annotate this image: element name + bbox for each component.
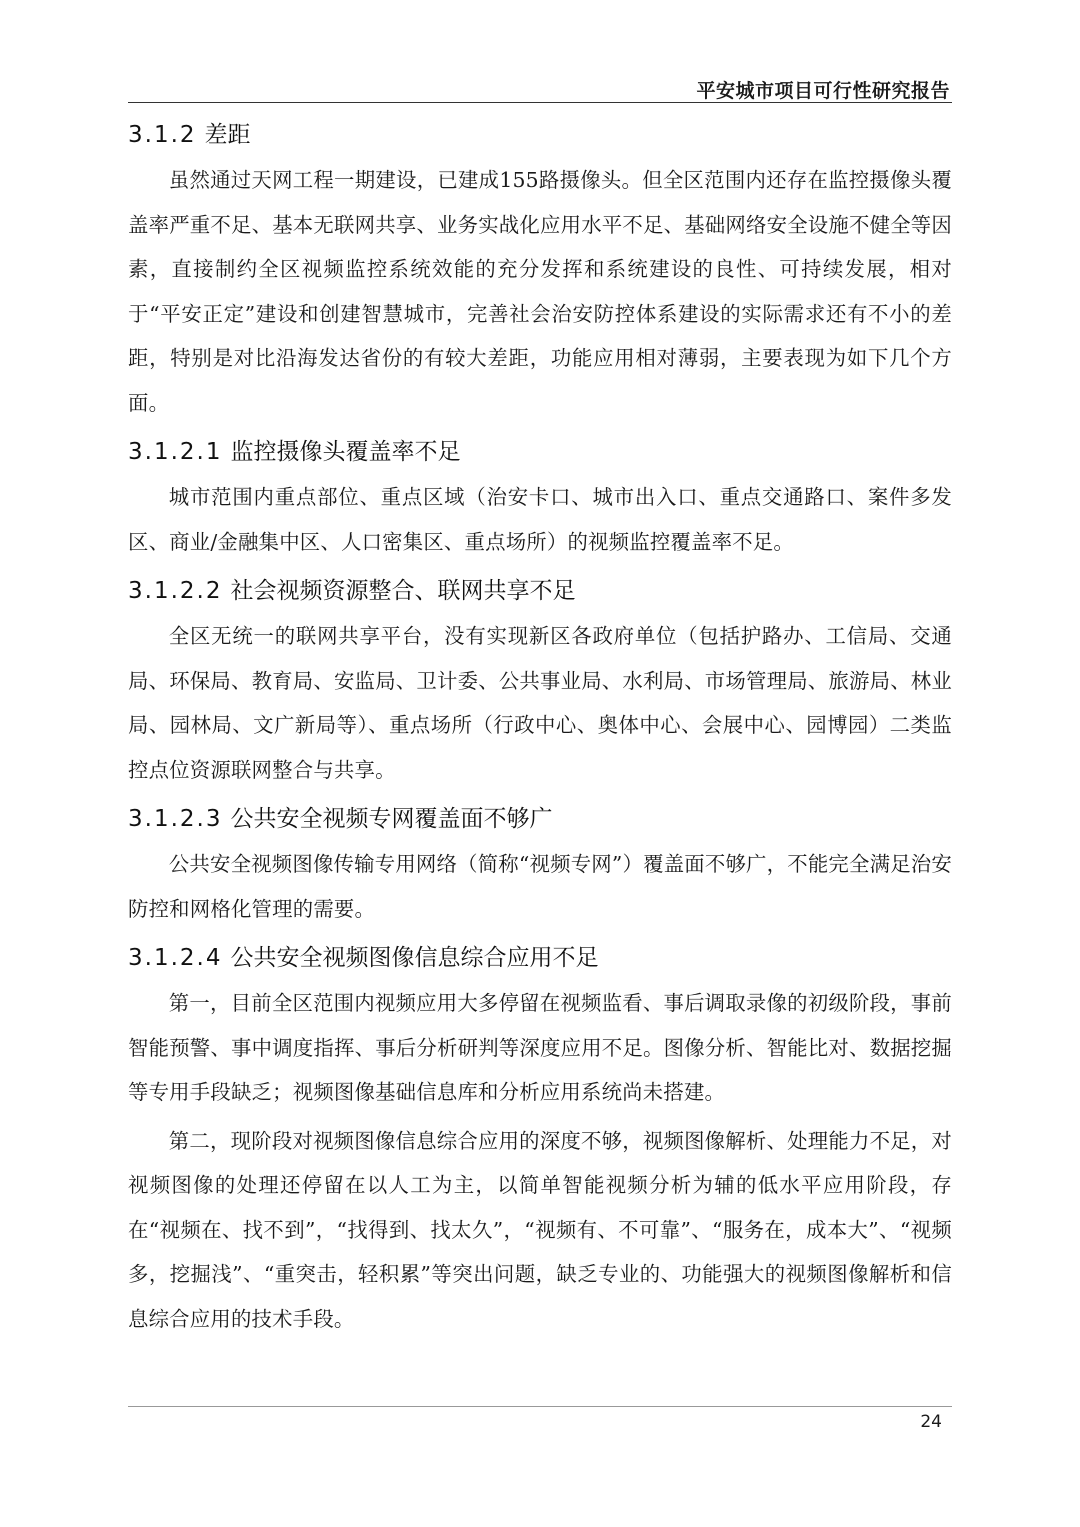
section-3-1-2 <box>128 112 952 425</box>
section-3-1-2-4 <box>128 935 952 1341</box>
section-title: 差距 <box>204 122 251 148</box>
section-heading <box>128 112 952 158</box>
section-heading <box>128 935 952 981</box>
section-title: 公共安全视频专网覆盖面不够广 <box>230 806 553 832</box>
section-title: 社会视频资源整合、联网共享不足 <box>230 578 576 604</box>
section-number: 3.1.2.3 <box>128 806 223 832</box>
section-heading <box>128 429 952 475</box>
paragraph: 第二，现阶段对视频图像信息综合应用的深度不够，视频图像解析、处理能力不足，对视频图像的处理还停留在以人工为主，以简单智能视频分析为辅的低水平应用阶段，存在“视频在、找不到”，“找得到、找太久”，“视频有、不可靠”、“服务在，成本大”、“视频多，挖掘浅”、“重突击，轻积累”等突出问题，缺乏专业的、功能强大的视频图像解析和信息综合应用的技术手段。 <box>128 1128 952 1331</box>
section-heading <box>128 568 952 614</box>
footer-divider <box>128 1406 952 1407</box>
page-number: 24 <box>920 1412 942 1432</box>
section-title: 公共安全视频图像信息综合应用不足 <box>230 945 599 971</box>
paragraph: 虽然通过天网工程一期建设，已建成155路摄像头。但全区范围内还存在监控摄像头覆盖率严重不足、基本无联网共享、业务实战化应用水平不足、基础网络安全设施不健全等因素，直接制约全区视频监控系统效能的充分发挥和系统建设的良性、可持续发展，相对于“平安正定”建设和创建智慧城市，完善社会治安防控体系建设的实际需求还有不小的差距，特别是对比沿海发达省份的有较大差距，功能应用相对薄弱，主要表现为如下几个方面。 <box>128 168 952 415</box>
header-title: 平安城市项目可行性研究报告 <box>696 80 950 102</box>
section-number: 3.1.2.1 <box>128 439 223 465</box>
section-number: 3.1.2.4 <box>128 945 223 971</box>
paragraph: 城市范围内重点部位、重点区域（治安卡口、城市出入口、重点交通路口、案件多发区、商业/金融集中区、人口密集区、重点场所）的视频监控覆盖率不足。 <box>128 485 952 554</box>
section-heading <box>128 796 952 842</box>
section-number: 3.1.2 <box>128 122 197 148</box>
paragraph: 全区无统一的联网共享平台，没有实现新区各政府单位（包括护路办、工信局、交通局、环保局、教育局、安监局、卫计委、公共事业局、水利局、市场管理局、旅游局、林业局、园林局、文广新局等）、重点场所（行政中心、奥体中心、会展中心、园博园）二类监控点位资源联网整合与共享。 <box>128 624 952 782</box>
section-3-1-2-3 <box>128 796 952 931</box>
page-header <box>128 72 952 103</box>
document-body <box>128 112 952 1345</box>
paragraph: 公共安全视频图像传输专用网络（简称“视频专网”）覆盖面不够广，不能完全满足治安防控和网格化管理的需要。 <box>128 852 952 921</box>
section-3-1-2-2 <box>128 568 952 792</box>
section-title: 监控摄像头覆盖率不足 <box>230 439 461 465</box>
section-number: 3.1.2.2 <box>128 578 223 604</box>
section-3-1-2-1 <box>128 429 952 564</box>
paragraph: 第一，目前全区范围内视频应用大多停留在视频监看、事后调取录像的初级阶段，事前智能预警、事中调度指挥、事后分析研判等深度应用不足。图像分析、智能比对、数据挖掘等专用手段缺乏；视频图像基础信息库和分析应用系统尚未搭建。 <box>128 991 952 1104</box>
